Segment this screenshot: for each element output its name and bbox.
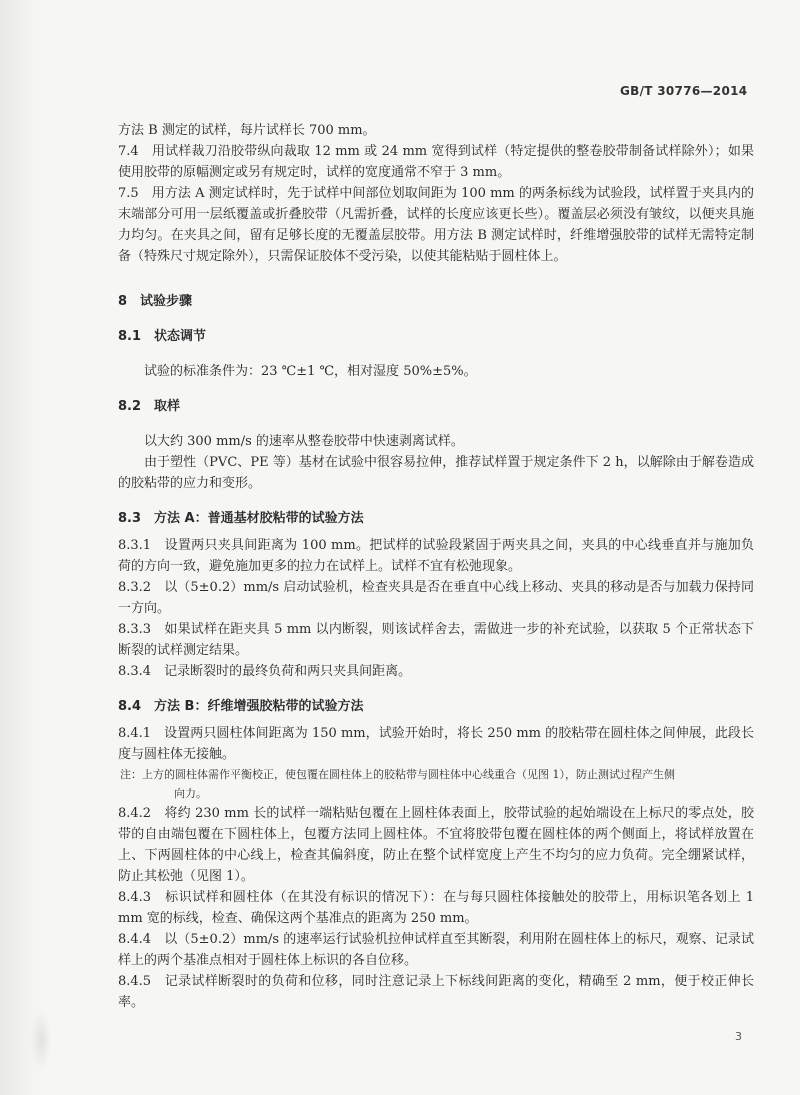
paragraph-8-4-1: 8.4.1 设置两只圆柱体间距离为 150 mm，试验开始时，将长 250 mm 的胶粘带在圆柱体之间伸展，此段长度与圆柱体无接触。 <box>118 726 754 762</box>
scan-edge-shadow <box>0 0 46 1095</box>
paragraph-8-3-2: 8.3.2 以（5±0.2）mm/s 启动试验机，检查夹具是否在垂直中心线上移动、夹具的移动是否与加载力保持同一方向。 <box>118 580 754 616</box>
paragraph-8-3-3: 8.3.3 如果试样在距夹具 5 mm 以内断裂，则该试样舍去，需做进一步的补充试验，以获取 5 个正常状态下断裂的试样测定结果。 <box>118 622 754 658</box>
paragraph-8-4-5: 8.4.5 记录试样断裂时的负荷和位移，同时注意记录上下标线间距离的变化，精确至 2 mm，便于校正伸长率。 <box>118 974 754 1010</box>
paragraph-8-3-4: 8.3.4 记录断裂时的最终负荷和两只夹具间距离。 <box>118 664 412 679</box>
paragraph-8-4-4: 8.4.4 以（5±0.2）mm/s 的速率运行试验机拉伸试样直至其断裂，利用附在圆柱体上的标尺，观察、记录试样上的两个基准点相对于圆柱体上标识的各自位移。 <box>118 932 754 968</box>
note-line-2: 向力。 <box>174 787 207 800</box>
standard-code: GB/T 30776—2014 <box>620 84 748 98</box>
section-8-heading: 8 试验步骤 <box>118 294 193 309</box>
section-8-3-heading: 8.3 方法 A：普通基材胶粘带的试验方法 <box>118 511 364 526</box>
note-line-1: 注：上方的圆柱体需作平衡校正，使包覆在圆柱体上的胶粘带与圆柱体中心线重合（见图 1），防止测试过程产生侧 <box>120 768 675 781</box>
scan-stain <box>30 1010 52 1070</box>
paragraph-7-5: 7.5 用方法 A 测定试样时，先于试样中间部位划取间距为 100 mm 的两条标线为试验段，试样置于夹具内的末端部分可用一层纸覆盖或折叠胶带（凡需折叠，试样的长度应该更长些）。覆盖层必须没有皱纹，以便夹具施力均匀。在夹具之间，留有足够长度的无覆盖层胶带。用方法 B 测定试样时，纤维增强胶带的试样无需特定制备（特殊尺寸规定除外），只需保证胶体不受污染，以使其能粘贴于圆柱体上。 <box>118 186 754 264</box>
section-8-4-heading: 8.4 方法 B：纤维增强胶粘带的试验方法 <box>118 699 364 714</box>
page-content <box>118 120 754 1013</box>
paragraph-8-4-3: 8.4.3 标识试样和圆柱体（在其没有标识的情况下）：在与每只圆柱体接触处的胶带上，用标识笔各划上 1 mm 宽的标线，检查、确保这两个基准点的距离为 250 mm。 <box>118 890 754 926</box>
paragraph-8-4-2: 8.4.2 将约 230 mm 长的试样一端粘贴包覆在上圆柱体表面上，胶带试验的起始端设在上标尺的零点处，胶带的自由端包覆在下圆柱体上，包覆方法同上圆柱体。不宜将胶带包覆在圆柱体的两个侧面上，将试样放置在上、下两圆柱体的中心线上，检查其偏斜度，防止在整个试样宽度上产生不均匀的应力负荷。完全绷紧试样，防止其松弛（见图 1）。 <box>118 806 754 884</box>
paragraph-7-4: 7.4 用试样裁刀沿胶带纵向裁取 12 mm 或 24 mm 宽得到试样（特定提供的整卷胶带制备试样除外）；如果使用胶带的原幅测定或另有规定时，试样的宽度通常不窄于 3 mm。 <box>118 144 754 180</box>
paragraph-8-3-1: 8.3.1 设置两只夹具间距离为 100 mm。把试样的试验段紧固于两夹具之间，夹具的中心线垂直并与施加负荷的方向一致，避免施加更多的拉力在试样上。试样不宜有松弛现象。 <box>118 538 754 574</box>
paragraph-7-3-cont: 方法 B 测定的试样，每片试样长 700 mm。 <box>118 123 376 138</box>
section-8-1-heading: 8.1 状态调节 <box>118 329 207 344</box>
page-number: 3 <box>735 1030 742 1043</box>
paragraph-8-1: 试验的标准条件为：23 ℃±1 ℃，相对湿度 50%±5%。 <box>144 364 477 379</box>
paragraph-8-2-b: 由于塑性（PVC、PE 等）基材在试验中很容易拉伸，推荐试样置于规定条件下 2 h，以解除由于解卷造成的胶粘带的应力和变形。 <box>118 455 754 491</box>
paragraph-8-2-a: 以大约 300 mm/s 的速率从整卷胶带中快速剥离试样。 <box>144 434 464 449</box>
section-8-2-heading: 8.2 取样 <box>118 399 181 414</box>
